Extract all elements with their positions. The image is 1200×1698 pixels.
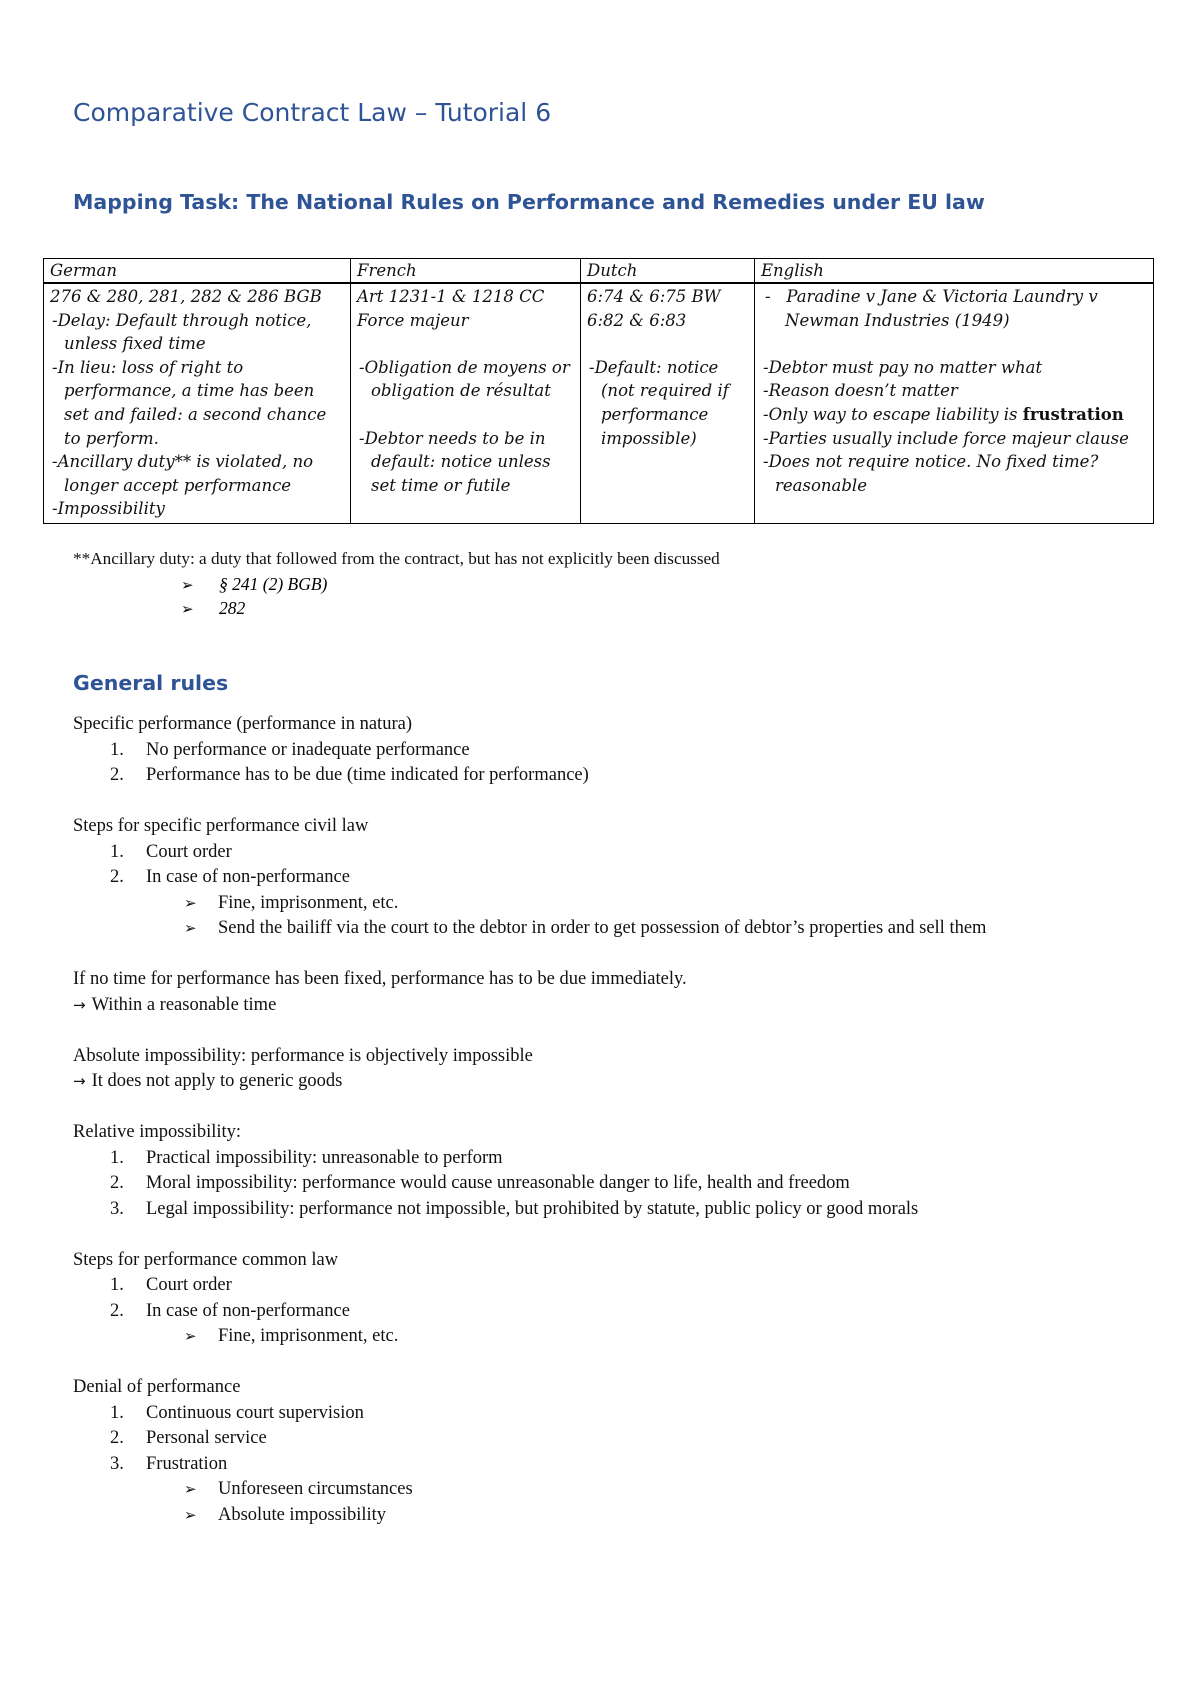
sub-list-item: ➢ Unforeseen circumstances [73,1477,1133,1503]
dutch-articles-2: 6:82 & 6:83 [587,310,687,330]
dutch-default: -Default: notice (not required if performance impossible) [589,357,729,448]
english-reason: -Reason doesn’t matter [763,381,958,401]
cell-dutch [581,283,755,523]
section-title: Absolute impossibility: performance is objectively impossible [73,1045,533,1066]
english-debtor-pays: -Debtor must pay no matter what [763,357,1043,377]
french-articles: Art 1231-1 & 1218 CC [357,287,545,306]
list-item: 1. Court order [110,841,232,862]
french-force-majeur: Force majeur [357,310,469,330]
section-title: Steps for performance common law [73,1249,339,1270]
english-frustration-prefix: -Only way to escape liability is [763,404,1023,424]
english-spacer [761,332,1147,356]
header-dutch: Dutch [581,259,755,284]
general-rules-body [73,712,1133,1528]
list-item: 2. Moral impossibility: performance would cause unreasonable danger to life, health and freedom [110,1173,850,1193]
english-notice: -Does not require notice. No fixed time? reasonable [763,452,1099,495]
cell-english [755,283,1154,523]
list-item: 3. Frustration [110,1453,228,1474]
german-ancillary: -Ancillary duty** is violated, no longer accept performance [52,452,314,495]
french-obligation: -Obligation de moyens or obligation de résultat [359,357,570,401]
header-english: English [755,259,1154,284]
arrow-bullet-icon: ➢ [181,576,194,594]
section-title: If no time for performance has been fixed, performance has to be due immediately. [73,969,687,989]
german-delay: -Delay: Default through notice, unless fixed time [52,310,312,354]
list-item: 2. Performance has to be due (time indicated for performance) [110,765,589,785]
table-header-row [44,259,1154,284]
german-articles: 276 & 280, 281, 282 & 286 BGB [50,287,322,306]
list-item: 2. Personal service [110,1428,267,1448]
english-frustration-bold: frustration [1022,404,1124,424]
page-title: Comparative Contract Law – Tutorial 6 [73,98,552,127]
sub-list-item: ➢ Send the bailiff via the court to the debtor in order to get possession of debtor’s properties and sell them [73,916,1168,942]
arrow-bullet-icon: ➢ [184,919,197,937]
header-german: German [44,259,351,284]
french-spacer [357,403,574,427]
list-item: 1. Continuous court supervision [110,1402,364,1423]
list-item: 2. In case of non-performance [110,1300,350,1321]
dutch-spacer [587,332,748,356]
french-spacer [357,332,574,356]
arrow-line: → Within a reasonable time [73,994,277,1015]
footnote: **Ancillary duty: a duty that followed from the contract, but has not explicitly been discussed [73,549,720,568]
list-item: 1. Practical impossibility: unreasonable to perform [110,1147,503,1168]
footnote-list [181,573,327,620]
table-row [44,283,1154,523]
english-case-dash: - [765,287,771,306]
arrow-bullet-icon: ➢ [184,1505,197,1524]
english-case-text: Paradine v Jane & Victoria Laundry v Newman Industries (1949) [785,287,1098,330]
list-item: ➢ § 241 (2) BGB) [181,573,327,597]
german-impossibility: -Impossibility [52,499,165,519]
arrow-bullet-icon: ➢ [184,1480,197,1498]
english-case [761,285,1147,332]
arrow-bullet-icon: ➢ [181,599,194,618]
english-force-majeur: -Parties usually include force majeur clause [763,428,1129,448]
list-item: 2. In case of non-performance [110,867,350,887]
list-item: 1. No performance or inadequate performance [110,739,470,760]
section-title: Relative impossibility: [73,1122,242,1142]
german-in-lieu: -In lieu: loss of right to performance, a time has been set and failed: a second chance to perform. [52,357,327,448]
general-rules-heading: General rules [73,671,229,695]
cell-german [44,283,351,523]
section-title: Denial of performance [73,1377,241,1397]
right-arrow-icon: → [73,1072,86,1090]
mapping-task-heading: Mapping Task: The National Rules on Performance and Remedies under EU law [73,190,985,214]
section-title: Specific performance (performance in natura) [73,714,412,734]
arrow-line: → It does not apply to generic goods [73,1071,343,1091]
sub-list-item: ➢ Fine, imprisonment, etc. [73,891,1133,917]
list-item: 1. Court order [110,1275,232,1295]
sub-list-item: ➢ Absolute impossibility [73,1503,1133,1529]
list-item: 3. Legal impossibility: performance not impossible, but prohibited by statute, public policy or good morals [110,1198,919,1219]
english-frustration [761,403,1147,427]
header-french: French [351,259,581,284]
right-arrow-icon: → [73,995,86,1014]
arrow-bullet-icon: ➢ [184,1327,197,1345]
dutch-articles-1: 6:74 & 6:75 BW [587,287,721,306]
list-item: ➢ 282 [181,597,327,621]
french-default: -Debtor needs to be in default: notice unless set time or futile [359,428,551,495]
comparison-table [43,258,1154,524]
arrow-bullet-icon: ➢ [184,893,197,912]
sub-list-item: ➢ Fine, imprisonment, etc. [73,1324,1133,1350]
cell-french [351,283,581,523]
section-title: Steps for specific performance civil law [73,816,369,836]
